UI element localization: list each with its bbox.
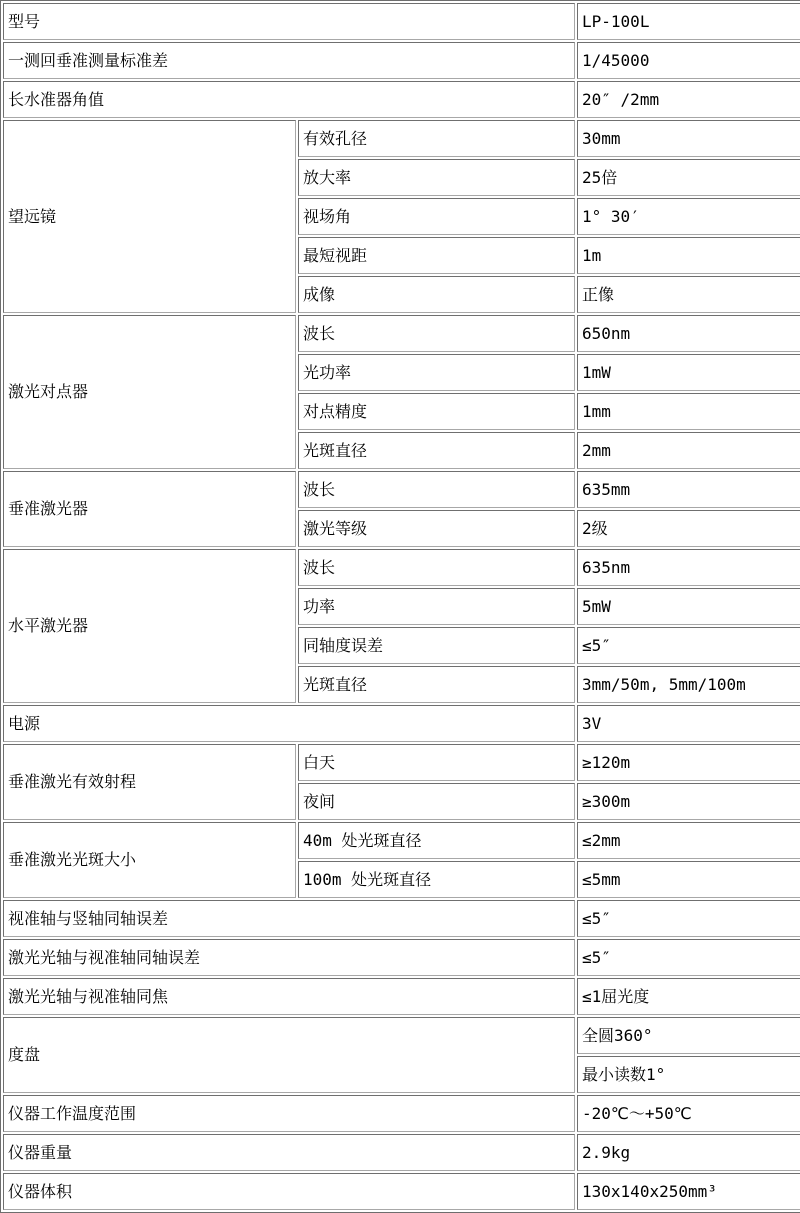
spec-value: 正像 xyxy=(577,276,800,313)
spec-label: 仪器重量 xyxy=(3,1134,575,1171)
table-row xyxy=(3,1017,800,1054)
spec-value: ≤5″ xyxy=(577,627,800,664)
spec-sublabel: 40m 处光斑直径 xyxy=(298,822,575,859)
spec-value: 650nm xyxy=(577,315,800,352)
spec-value: 5mW xyxy=(577,588,800,625)
spec-sublabel: 视场角 xyxy=(298,198,575,235)
table-row xyxy=(3,744,800,781)
spec-sublabel: 对点精度 xyxy=(298,393,575,430)
spec-label: 电源 xyxy=(3,705,575,742)
spec-value: ≤5mm xyxy=(577,861,800,898)
spec-sublabel: 功率 xyxy=(298,588,575,625)
spec-sublabel: 放大率 xyxy=(298,159,575,196)
spec-value: -20℃～+50℃ xyxy=(577,1095,800,1132)
spec-value: ≤5″ xyxy=(577,939,800,976)
table-row xyxy=(3,1134,800,1171)
spec-label: 仪器体积 xyxy=(3,1173,575,1210)
spec-label: 激光光轴与视准轴同焦 xyxy=(3,978,575,1015)
spec-group-label: 激光对点器 xyxy=(3,315,296,469)
table-row xyxy=(3,705,800,742)
spec-value: 25倍 xyxy=(577,159,800,196)
table-row xyxy=(3,1173,800,1210)
spec-value: ≥300m xyxy=(577,783,800,820)
spec-sublabel: 波长 xyxy=(298,549,575,586)
spec-group-label: 水平激光器 xyxy=(3,549,296,703)
spec-label: 仪器工作温度范围 xyxy=(3,1095,575,1132)
table-row xyxy=(3,315,800,352)
spec-sublabel: 同轴度误差 xyxy=(298,627,575,664)
spec-label: 一测回垂准测量标准差 xyxy=(3,42,575,79)
spec-value: 1mm xyxy=(577,393,800,430)
table-row xyxy=(3,978,800,1015)
spec-label: 激光光轴与视准轴同轴误差 xyxy=(3,939,575,976)
spec-value: 30mm xyxy=(577,120,800,157)
spec-value: 1m xyxy=(577,237,800,274)
spec-label: 度盘 xyxy=(3,1017,575,1093)
spec-value: 1mW xyxy=(577,354,800,391)
spec-value: LP-100L xyxy=(577,3,800,40)
table-row xyxy=(3,822,800,859)
table-row xyxy=(3,939,800,976)
spec-value: 3mm/50m, 5mm/100m xyxy=(577,666,800,703)
table-row xyxy=(3,549,800,586)
table-row xyxy=(3,900,800,937)
spec-value: 最小读数1° xyxy=(577,1056,800,1093)
spec-sublabel: 白天 xyxy=(298,744,575,781)
spec-sublabel: 光功率 xyxy=(298,354,575,391)
spec-value: ≤5″ xyxy=(577,900,800,937)
spec-sublabel: 波长 xyxy=(298,471,575,508)
table-row xyxy=(3,81,800,118)
spec-value: 3V xyxy=(577,705,800,742)
spec-sublabel: 有效孔径 xyxy=(298,120,575,157)
spec-label: 型号 xyxy=(3,3,575,40)
spec-sublabel: 光斑直径 xyxy=(298,666,575,703)
spec-value: 635nm xyxy=(577,549,800,586)
spec-group-label: 垂准激光光斑大小 xyxy=(3,822,296,898)
spec-sublabel: 激光等级 xyxy=(298,510,575,547)
spec-sublabel: 最短视距 xyxy=(298,237,575,274)
spec-value: 2级 xyxy=(577,510,800,547)
spec-value: ≤1屈光度 xyxy=(577,978,800,1015)
spec-value: 1° 30′ xyxy=(577,198,800,235)
spec-value: 1/45000 xyxy=(577,42,800,79)
spec-sublabel: 光斑直径 xyxy=(298,432,575,469)
spec-value: 20″ /2mm xyxy=(577,81,800,118)
spec-sublabel: 成像 xyxy=(298,276,575,313)
spec-label: 视准轴与竖轴同轴误差 xyxy=(3,900,575,937)
spec-value: 130x140x250mm³ xyxy=(577,1173,800,1210)
table-row xyxy=(3,471,800,508)
spec-group-label: 垂准激光有效射程 xyxy=(3,744,296,820)
table-row xyxy=(3,120,800,157)
spec-group-label: 垂准激光器 xyxy=(3,471,296,547)
spec-sublabel: 夜间 xyxy=(298,783,575,820)
spec-value: 2mm xyxy=(577,432,800,469)
spec-label: 长水准器角值 xyxy=(3,81,575,118)
spec-value: 2.9kg xyxy=(577,1134,800,1171)
spec-value: 635mm xyxy=(577,471,800,508)
table-row xyxy=(3,3,800,40)
spec-sublabel: 100m 处光斑直径 xyxy=(298,861,575,898)
spec-sublabel: 波长 xyxy=(298,315,575,352)
table-row xyxy=(3,42,800,79)
spec-value: ≥120m xyxy=(577,744,800,781)
spec-value: ≤2mm xyxy=(577,822,800,859)
table-row xyxy=(3,1095,800,1132)
spec-value: 全圆360° xyxy=(577,1017,800,1054)
spec-group-label: 望远镜 xyxy=(3,120,296,313)
